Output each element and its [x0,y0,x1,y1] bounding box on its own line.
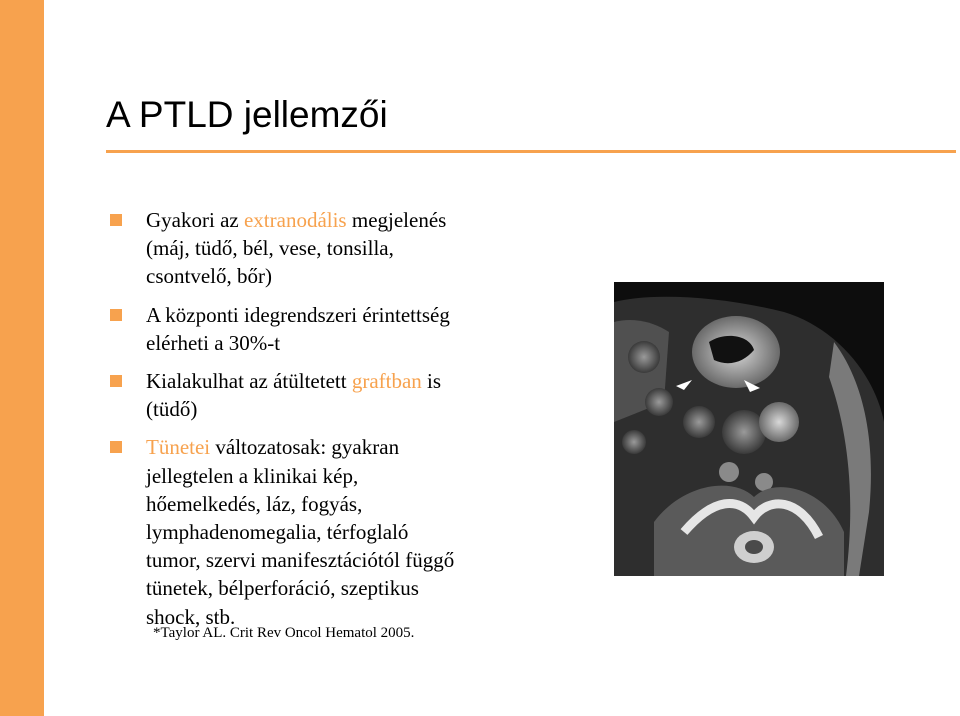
bullet-line [146,206,530,234]
orange-side-bar [0,0,44,716]
reference-citation: *Taylor AL. Crit Rev Oncol Hematol 2005. [153,625,415,641]
bullet-text: Gyakori az [146,208,244,232]
highlighted-text: Tünetei [146,435,211,460]
slide-title: A PTLD jellemzői [106,94,388,135]
bullet-line [146,490,530,518]
bullet-text: csontvelő, bőr) [146,264,272,289]
bullet-line [146,367,530,395]
bullet-text: megjelenés [346,208,447,232]
bullet-text: jellegtelen a klinikai kép, [146,463,359,488]
ct-scan-image [614,282,884,576]
bullet-text: tünetek, bélperforáció, szeptikus [146,576,419,601]
bullet-line [146,395,530,423]
highlighted-text: graftban [351,369,422,394]
bullet-list [110,206,530,641]
highlighted-text: extranodális [243,208,347,232]
title-underline [106,150,956,153]
bullet-line [146,301,530,329]
bullet-square-icon [110,375,122,387]
bullet-text: is [421,369,442,394]
bullet-item [110,433,530,630]
bullet-item [110,206,530,291]
bullet-item [110,301,530,357]
bullet-text: tumor, szervi manifesztációtól függő [146,548,455,573]
bullet-line [146,329,530,357]
bullet-line [146,546,530,574]
bullet-text: elérheti a 30%-t [146,330,281,355]
bullet-text: shock, stb. [146,604,236,629]
bullet-text: hőemelkedés, láz, fogyás, [146,491,363,516]
bullet-text: lymphadenomegalia, térfoglaló [146,520,409,545]
bullet-line [146,518,530,546]
bullet-line [146,262,530,290]
bullet-text: változatosak: gyakran [210,435,400,460]
bullet-text: A központi idegrendszeri érintettség [146,302,450,327]
bullet-item [110,367,530,423]
bullet-text: Kialakulhat az átültetett [146,369,352,394]
bullet-square-icon [110,441,122,453]
bullet-line [146,234,530,262]
bullet-line [146,574,530,602]
bullet-text: (máj, tüdő, bél, vese, tonsilla, [146,236,394,261]
bullet-line [146,433,530,461]
bullet-square-icon [110,214,122,226]
bullet-text: (tüdő) [146,397,198,422]
bullet-line [146,462,530,490]
bullet-square-icon [110,309,122,321]
